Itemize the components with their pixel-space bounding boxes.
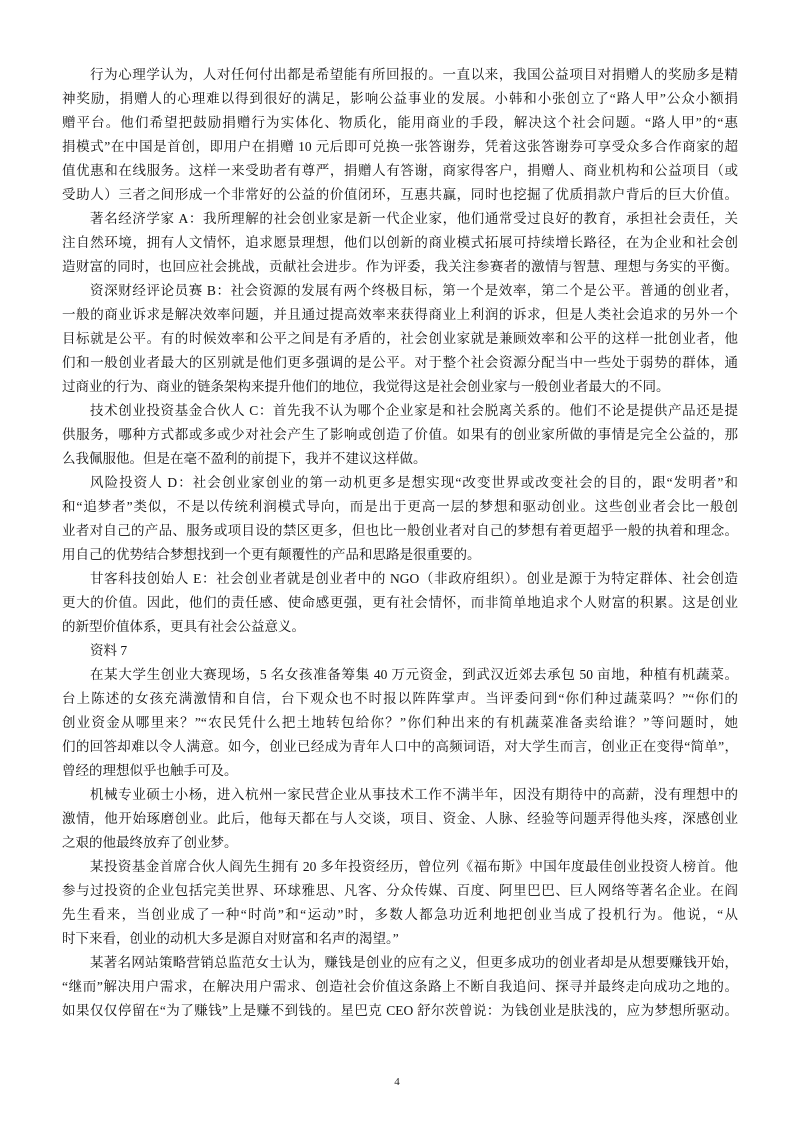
- paragraph: [62, 783, 738, 855]
- paragraph: [62, 207, 738, 279]
- text-line: 机械专业硕士小杨，进入杭州一家民营企业从事技术工作不满半年，因没有期待中的高薪，没有理想中的: [90, 787, 738, 802]
- text-line: 过商业的行为、商业的链条架构来提升他们的地位，我觉得这是社会创业家与一般创业者最大的不同。: [62, 379, 670, 394]
- text-line: 受助人）三者之间形成一个非常好的公益的价值闭环，互惠共赢，同时也挖掘了优质捐款户背后的巨大价值。: [62, 187, 738, 202]
- text-line: 值优惠和在线服务。这样一来受助者有尊严，捐赠人有答谢，商家得客户，捐赠人、商业机构和公益项目（或: [62, 163, 738, 178]
- text-line: 某著名网站策略营销总监范女士认为，赚钱是创业的应有之义，但更多成功的创业者却是从想要赚钱开始，: [90, 955, 738, 970]
- text-line: 捐模式”在中国是首创，即用户在捐赠 10 元后即可兑换一张答谢券，凭着这张答谢券可享受众多合作商家的超: [62, 139, 738, 154]
- section-7: [62, 663, 738, 1023]
- text-line: 行为心理学认为，人对任何付出都是希望能有所回报的。一直以来，我国公益项目对捐赠人的奖励多是精: [90, 67, 738, 82]
- text-line: 目标就是公平。有的时候效率和公平之间是有矛盾的，社会创业家就是兼顾效率和公平的这样一批创业者，他: [62, 331, 738, 346]
- text-line: 和“追梦者”类似，不是以传统利润模式导向，而是出于更高一层的梦想和驱动创业。这些创业者会比一般创: [62, 499, 738, 514]
- text-line: 供服务，哪种方式都或多或少对社会产生了影响或创造了价值。如果有的创业家所做的事情是完全公益的，那: [62, 427, 738, 442]
- text-line: 先生看来，当创业成了一种“时尚”和“运动”时，多数人都急功近利地把创业当成了投机行为。他说，“从: [62, 907, 738, 922]
- text-line: 注自然环境，拥有人文情怀，追求愿景理想，他们以创新的商业模式拓展可持续增长路径，在为企业和社会创: [62, 235, 738, 250]
- text-line: 创业资金从哪里来？”“农民凭什么把土地转包给你？”你们种出来的有机蔬菜准备卖给谁？”等问题时，她: [62, 715, 738, 730]
- text-line: 们的回答却难以令人满意。如今，创业已经成为青年人口中的高频词语，对大学生而言，创业正在变得“简单”，: [62, 739, 738, 754]
- section-6-continued: [62, 63, 738, 639]
- paragraph: [62, 63, 738, 207]
- text-line: 时下来看，创业的动机大多是源自对财富和名声的渴望。”: [62, 931, 399, 946]
- text-line: 神奖励，捐赠人的心理难以得到很好的满足，影响公益事业的发展。小韩和小张创立了“路人甲”公众小额捐: [62, 91, 738, 106]
- paragraph: [62, 951, 738, 1023]
- text-line: “继而”解决用户需求，在解决用户需求、创造社会价值这条路上不断自我追问、探寻并最终走向成功之地的。: [62, 979, 738, 994]
- paragraph: [62, 663, 738, 783]
- text-line: 激情，他开始琢磨创业。此后，他每天都在与人交谈，项目、资金、人脉、经验等问题弄得他头疼，深感创业: [62, 811, 738, 826]
- page-number: 4: [394, 1076, 400, 1088]
- text-line: 一般的商业诉求是解决效率问题，并且通过提高效率来获得商业上利润的诉求，但是人类社会追求的另外一个: [62, 307, 738, 322]
- text-line: 赠平台。他们希望把鼓励捐赠行为实体化、物质化，能用商业的手段，解决这个社会问题。“路人甲”的“惠: [62, 115, 738, 130]
- text-line: 如果仅仅停留在“为了赚钱”上是赚不到钱的。星巴克 CEO 舒尔茨曾说：为钱创业是肤浅的，应为梦想所驱动。: [62, 1003, 738, 1018]
- document-body: [62, 63, 738, 1023]
- paragraph: [62, 855, 738, 951]
- text-line: 曾经的理想似乎也触手可及。: [62, 763, 238, 778]
- text-line: 用自己的优势结合梦想找到一个更有颠覆性的产品和思路是很重要的。: [62, 547, 481, 562]
- text-line: 台上陈述的女孩充满激情和自信，台下观众也不时报以阵阵掌声。当评委问到“你们种过蔬菜吗？”“你们的: [62, 691, 738, 706]
- text-line: 资深财经评论员赛 B：社会资源的发展有两个终极目标，第一个是效率，第二个是公平。普通的创业者，: [90, 283, 738, 298]
- paragraph: [62, 567, 738, 639]
- section-heading: 资料 7: [90, 643, 128, 658]
- text-line: 技术创业投资基金合伙人 C：首先我不认为哪个企业家是和社会脱离关系的。他们不论是提供产品还是提: [90, 403, 738, 418]
- text-line: 更大的价值。因此，他们的责任感、使命感更强，更有社会情怀，而非简单地追求个人财富的积累。这是创业: [62, 595, 738, 610]
- text-line: 在某大学生创业大赛现场，5 名女孩准备筹集 40 万元资金，到武汉近郊去承包 50 亩地，种植有机蔬菜。: [90, 667, 738, 682]
- text-line: 风险投资人 D：社会创业家创业的第一动机更多是想实现“改变世界或改变社会的目的，跟“发明者”和: [90, 475, 738, 490]
- text-line: 造财富的同时，也回应社会挑战，贡献社会进步。作为评委，我关注参赛者的激情与智慧、理想与务实的平衡。: [62, 259, 738, 274]
- paragraph: [62, 279, 738, 399]
- text-line: 某投资基金首席合伙人阎先生拥有 20 多年投资经历，曾位列《福布斯》中国年度最佳创业投资人榜首。他: [90, 859, 738, 874]
- text-line: 参与过投资的企业包括完美世界、环球雅思、凡客、分众传媒、百度、阿里巴巴、巨人网络等著名企业。在阎: [62, 883, 738, 898]
- text-line: 么我佩服他。但是在毫不盈利的前提下，我并不建议这样做。: [62, 451, 427, 466]
- text-line: 的新型价值体系，更具有社会公益意义。: [62, 619, 305, 634]
- text-line: 甘客科技创始人 E：社会创业者就是创业者中的 NGO（非政府组织）。创业是源于为特定群体、社会创造: [90, 571, 738, 586]
- text-line: 业者对自己的产品、服务或项目设的禁区更多，但也比一般创业者对自己的梦想有着更超乎一般的执着和理念。: [62, 523, 738, 538]
- paragraph: [62, 471, 738, 567]
- text-line: 之艰的他最终放弃了创业梦。: [62, 835, 238, 850]
- text-line: 著名经济学家 A：我所理解的社会创业家是新一代企业家，他们通常受过良好的教育，承担社会责任，关: [90, 211, 738, 226]
- paragraph: [62, 399, 738, 471]
- text-line: 们和一般创业者最大的区别就是他们更多强调的是公平。对于整个社会资源分配当中一些处于弱势的群体，通: [62, 355, 738, 370]
